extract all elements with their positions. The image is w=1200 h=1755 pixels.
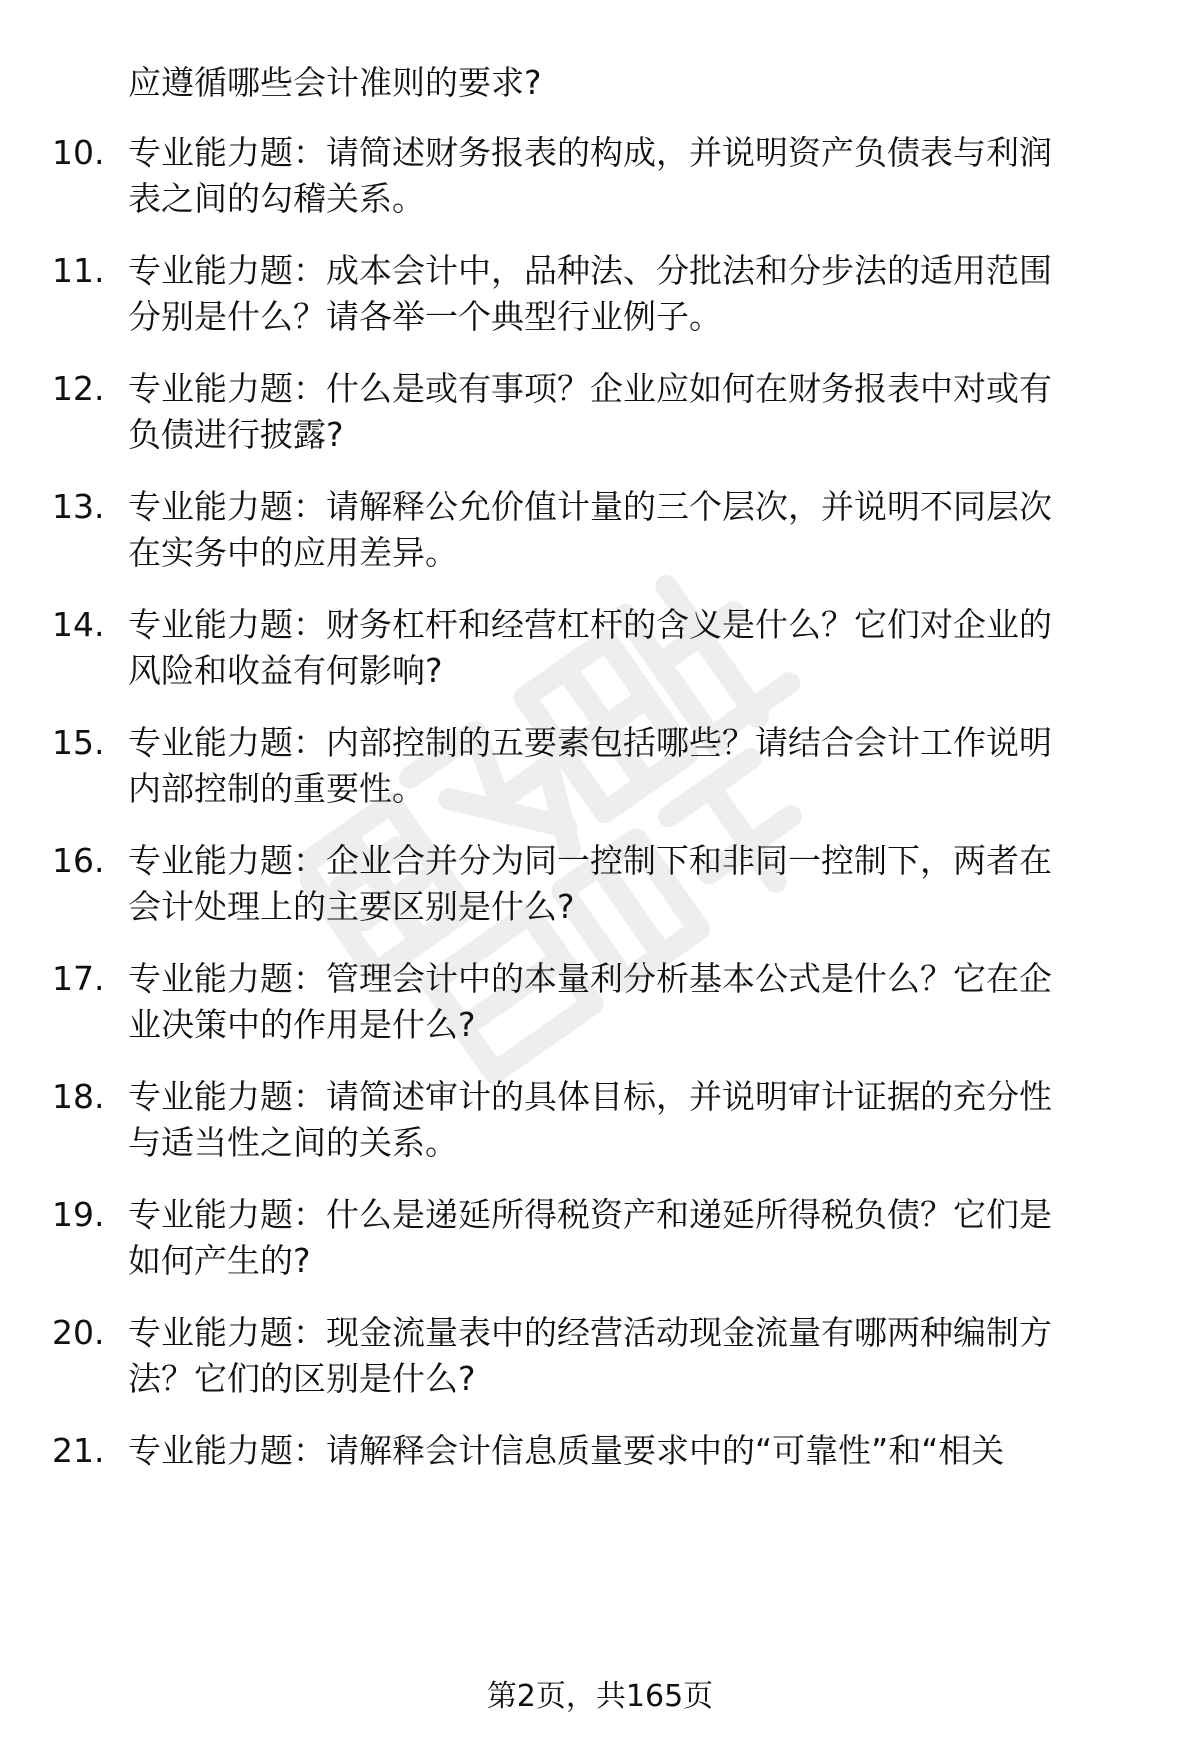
question-number: 10. — [52, 133, 105, 172]
question-text-line: 专业能力题：内部控制的五要素包括哪些？请结合会计工作说明 — [128, 723, 1052, 762]
question-number: 13. — [52, 487, 105, 526]
question-number: 16. — [52, 841, 105, 880]
question-text-line: 分别是什么？请各举一个典型行业例子。 — [128, 297, 722, 336]
question-text-line: 与适当性之间的关系。 — [128, 1123, 458, 1162]
question-item — [0, 600, 1200, 710]
question-text-line: 专业能力题：成本会计中，品种法、分批法和分步法的适用范围 — [128, 251, 1052, 290]
question-number: 11. — [52, 251, 105, 290]
question-number: 15. — [52, 723, 105, 762]
question-item — [0, 1190, 1200, 1300]
continued-question-text: 应遵循哪些会计准则的要求? — [128, 63, 542, 102]
question-item — [0, 836, 1200, 946]
question-item — [0, 482, 1200, 592]
question-text-line: 专业能力题：企业合并分为同一控制下和非同一控制下，两者在 — [128, 841, 1052, 880]
question-item — [0, 246, 1200, 356]
question-number: 19. — [52, 1195, 105, 1234]
question-text-line: 在实务中的应用差异。 — [128, 533, 458, 572]
question-text-line: 内部控制的重要性。 — [128, 769, 425, 808]
question-text-line: 专业能力题：现金流量表中的经营活动现金流量有哪两种编制方 — [128, 1313, 1052, 1352]
question-item — [0, 128, 1200, 238]
question-number: 20. — [52, 1313, 105, 1352]
question-number: 17. — [52, 959, 105, 998]
question-text-line: 如何产生的? — [128, 1241, 311, 1280]
question-text-line: 表之间的勾稽关系。 — [128, 179, 425, 218]
question-text-line: 专业能力题：请简述审计的具体目标，并说明审计证据的充分性 — [128, 1077, 1052, 1116]
question-text-line: 业决策中的作用是什么? — [128, 1005, 476, 1044]
question-number: 18. — [52, 1077, 105, 1116]
question-text-line: 负债进行披露? — [128, 415, 344, 454]
question-number: 21. — [52, 1431, 105, 1470]
question-text-line: 专业能力题：请简述财务报表的构成，并说明资产负债表与利润 — [128, 133, 1052, 172]
question-text-line: 风险和收益有何影响? — [128, 651, 443, 690]
question-text-line: 专业能力题：什么是递延所得税资产和递延所得税负债？它们是 — [128, 1195, 1052, 1234]
question-text-line: 专业能力题：财务杠杆和经营杠杆的含义是什么？它们对企业的 — [128, 605, 1052, 644]
question-item — [0, 954, 1200, 1064]
question-text-line: 专业能力题：管理会计中的本量利分析基本公式是什么？它在企 — [128, 959, 1052, 998]
question-text-line: 专业能力题：什么是或有事项？企业应如何在财务报表中对或有 — [128, 369, 1052, 408]
question-text-line: 专业能力题：请解释会计信息质量要求中的“可靠性”和“相关 — [128, 1431, 1005, 1470]
question-number: 12. — [52, 369, 105, 408]
question-number: 14. — [52, 605, 105, 644]
question-text-line: 会计处理上的主要区别是什么? — [128, 887, 575, 926]
question-item — [0, 364, 1200, 474]
question-item — [0, 718, 1200, 828]
question-item — [0, 1426, 1200, 1536]
question-text-line: 法？它们的区别是什么? — [128, 1359, 476, 1398]
question-text-line: 专业能力题：请解释公允价值计量的三个层次，并说明不同层次 — [128, 487, 1052, 526]
page-footer: 第2页，共165页 — [486, 1679, 714, 1714]
question-item — [0, 1308, 1200, 1418]
question-item — [0, 1072, 1200, 1182]
